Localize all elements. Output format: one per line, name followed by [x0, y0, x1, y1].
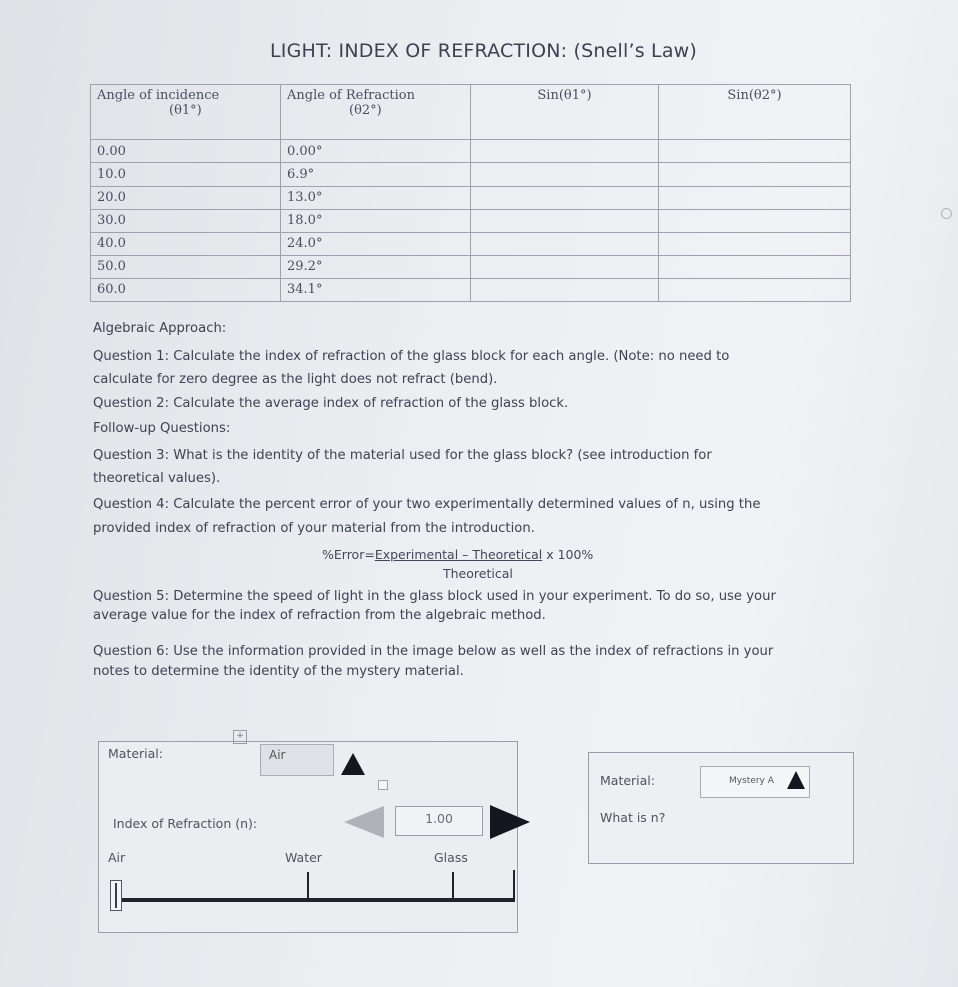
table-row [91, 140, 851, 163]
percent-error-formula: %Error=Experimental – Theoretical x 100% [322, 547, 594, 562]
table-cell [471, 255, 659, 278]
table-cell: 13.0° [281, 186, 471, 209]
mystery-dropdown-value: Mystery A [729, 776, 774, 786]
mystery-question: What is n? [600, 810, 666, 825]
data-table [90, 84, 851, 302]
slider-label-air: Air [108, 850, 126, 865]
question-1-line-2: calculate for zero degree as the light does not refract (bend). [93, 372, 498, 387]
table-cell [471, 278, 659, 301]
index-label: Index of Refraction (n): [113, 816, 258, 831]
table-cell [471, 209, 659, 232]
index-value-field: 1.00 [395, 806, 483, 836]
question-5-line-2: average value for the index of refraction from the algebraic method. [93, 608, 546, 623]
table-cell [471, 163, 659, 186]
question-6-line-2: notes to determine the identity of the mystery material. [93, 664, 464, 679]
algebraic-heading: Algebraic Approach: [93, 321, 227, 336]
material-label: Material: [108, 746, 163, 761]
table-header-cell: Sin(θ1°) [471, 85, 659, 140]
table-cell: 50.0 [91, 255, 281, 278]
table-row [91, 278, 851, 301]
table-cell: 6.9° [281, 163, 471, 186]
table-row [91, 255, 851, 278]
slider-label-water: Water [285, 850, 322, 865]
table-row [91, 186, 851, 209]
slider-tick-end [513, 870, 515, 902]
material-slider-track[interactable] [119, 898, 515, 902]
table-cell: 29.2° [281, 255, 471, 278]
table-cell [659, 140, 851, 163]
table-header-cell: Sin(θ2°) [659, 85, 851, 140]
material-dropdown-arrow-icon[interactable] [341, 753, 365, 775]
table-cell: 20.0 [91, 186, 281, 209]
slider-label-glass: Glass [434, 850, 468, 865]
table-cell [659, 255, 851, 278]
table-cell [659, 186, 851, 209]
table-cell [659, 163, 851, 186]
page-title: LIGHT: INDEX OF REFRACTION: (Snell’s Law) [270, 40, 698, 62]
question-4-line-1: Question 4: Calculate the percent error of your two experimentally determined values of n, using the [93, 497, 761, 512]
table-cell [471, 140, 659, 163]
formula-denominator: Theoretical [443, 566, 513, 581]
table-header-cell: Angle of incidence (θ1°) [91, 85, 281, 140]
table-cell: 10.0 [91, 163, 281, 186]
table-row [91, 163, 851, 186]
table-row [91, 232, 851, 255]
table-cell: 24.0° [281, 232, 471, 255]
table-cell [659, 232, 851, 255]
question-4-line-2: provided index of refraction of your material from the introduction. [93, 521, 535, 536]
slider-tick-glass [452, 872, 454, 900]
table-cell: 0.00 [91, 140, 281, 163]
mystery-dropdown-arrow-icon[interactable] [787, 771, 805, 789]
question-3-line-2: theoretical values). [93, 471, 221, 486]
question-2: Question 2: Calculate the average index of refraction of the glass block. [93, 396, 569, 411]
table-cell [659, 278, 851, 301]
table-row [91, 209, 851, 232]
question-1-line-1: Question 1: Calculate the index of refraction of the glass block for each angle. (Note: no need to [93, 349, 730, 364]
table-header-row [91, 85, 851, 140]
table-cell: 40.0 [91, 232, 281, 255]
mystery-material-label: Material: [600, 773, 655, 788]
increase-arrow-icon[interactable] [490, 805, 530, 839]
question-6-line-1: Question 6: Use the information provided in the image below as well as the index of refractions in your [93, 644, 774, 659]
decrease-arrow-icon[interactable] [344, 806, 384, 838]
table-cell: 60.0 [91, 278, 281, 301]
material-slider-thumb[interactable] [110, 880, 122, 911]
table-cell [471, 232, 659, 255]
table-cell: 18.0° [281, 209, 471, 232]
followup-heading: Follow-up Questions: [93, 421, 231, 436]
slider-tick-water [307, 872, 309, 900]
table-header-cell: Angle of Refraction (θ2°) [281, 85, 471, 140]
question-3-line-1: Question 3: What is the identity of the material used for the glass block? (see introduction for [93, 448, 712, 463]
table-cell [471, 186, 659, 209]
table-cell [659, 209, 851, 232]
table-cell: 30.0 [91, 209, 281, 232]
table-cell: 0.00° [281, 140, 471, 163]
circle-icon [941, 208, 952, 219]
material-dropdown-value: Air [269, 748, 286, 762]
move-icon: + [233, 730, 247, 744]
material-dropdown[interactable] [260, 744, 334, 776]
resize-handle[interactable] [378, 780, 388, 790]
question-5-line-1: Question 5: Determine the speed of light in the glass block used in your experiment. To do so, use your [93, 589, 776, 604]
table-cell: 34.1° [281, 278, 471, 301]
